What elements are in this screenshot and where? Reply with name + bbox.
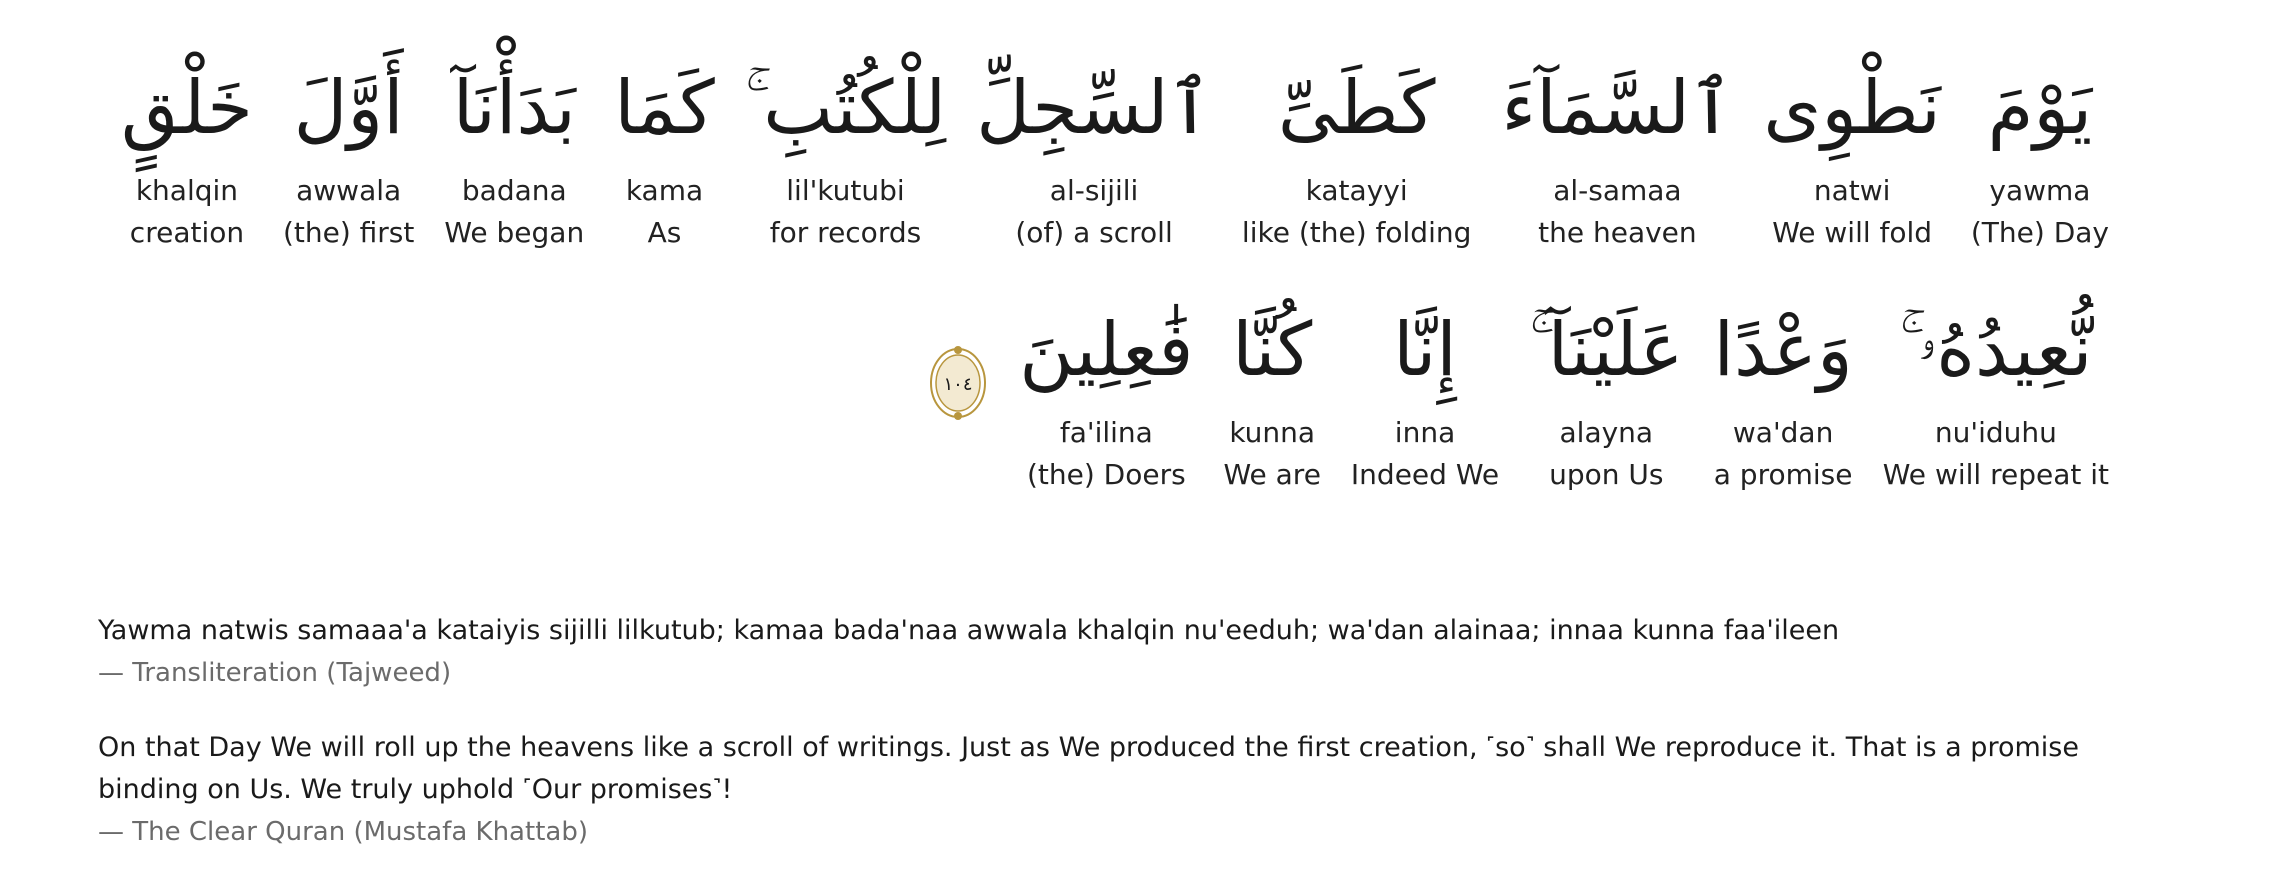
word-transliteration: alayna xyxy=(1559,416,1654,449)
word-transliteration: inna xyxy=(1394,416,1456,449)
arabic-word: عَلَيْنَآ ۚ xyxy=(1529,307,1684,393)
word-kunna[interactable] xyxy=(1211,306,1332,496)
word-transliteration: al-sijili xyxy=(1049,174,1139,207)
arabic-word: بَدَأْنَآ xyxy=(452,65,576,151)
arabic-word: فَٰعِلِينَ xyxy=(1019,307,1194,393)
word-meaning: for records xyxy=(769,216,922,249)
word-row-1 xyxy=(109,64,2121,254)
word-meaning: like (the) folding xyxy=(1241,216,1472,249)
word-transliteration: kama xyxy=(625,174,704,207)
word-katayyi[interactable] xyxy=(1230,64,1483,254)
arabic-word: إِنَّا xyxy=(1393,307,1457,393)
word-transliteration: badana xyxy=(461,174,567,207)
arabic-word: كُنَّا xyxy=(1232,307,1313,393)
word-transliteration: fa'ilina xyxy=(1059,416,1153,449)
translation-block xyxy=(98,727,2098,853)
word-transliteration: nu'iduhu xyxy=(1934,416,2057,449)
word-transliteration: kunna xyxy=(1229,416,1316,449)
word-meaning: creation xyxy=(129,216,245,249)
transliteration-source: — Transliteration (Tajweed) xyxy=(98,658,452,688)
transliteration-block xyxy=(98,610,2098,694)
arabic-word: نُّعِيدُهُۥ ۚ xyxy=(1899,307,2093,393)
word-transliteration: wa'dan xyxy=(1732,416,1834,449)
word-transliteration: katayyi xyxy=(1305,174,1408,207)
word-failina[interactable] xyxy=(1007,306,1205,496)
word-meaning: the heaven xyxy=(1538,216,1697,249)
verse-number-marker xyxy=(915,306,1001,420)
word-meaning: (the) Doers xyxy=(1026,458,1186,491)
arabic-word: لِلْكُتُبِ ۚ xyxy=(744,65,947,151)
verse-number-text: ١٠٤ xyxy=(943,374,973,395)
word-meaning: (the) first xyxy=(282,216,415,249)
arabic-word: أَوَّلَ xyxy=(293,65,404,151)
word-meaning: Indeed We xyxy=(1350,458,1500,491)
arabic-word: ٱلسَّمَآءَ xyxy=(1501,65,1734,151)
word-alayna[interactable] xyxy=(1517,306,1695,496)
word-transliteration: khalqin xyxy=(135,174,239,207)
translation-text: On that Day We will roll up the heavens like a scroll of writings. Just as We produced the first creation, ˹so˺ shall We reproduce it. That is a promise binding on Us. We truly uphold ˹Our promises˺! xyxy=(98,732,2079,805)
word-awwala[interactable] xyxy=(271,64,426,254)
translation-source: — The Clear Quran (Mustafa Khattab) xyxy=(98,817,588,847)
arabic-word: كَمَا xyxy=(614,65,715,151)
word-meaning: We will repeat it xyxy=(1882,458,2109,491)
word-transliteration: awwala xyxy=(296,174,402,207)
word-khalqin[interactable] xyxy=(109,64,265,254)
arabic-word: خَلْقٍ xyxy=(120,65,253,151)
word-meaning: (The) Day xyxy=(1970,216,2109,249)
arabic-word: وَعْدًا xyxy=(1713,307,1853,393)
arabic-word: كَطَىِّ xyxy=(1277,65,1436,151)
verse-end-ornament-icon xyxy=(929,346,987,420)
word-transliteration: lil'kutubi xyxy=(786,174,905,207)
word-yawma[interactable] xyxy=(1959,64,2121,254)
word-transliteration: al-samaa xyxy=(1553,174,1682,207)
word-meaning: a promise xyxy=(1713,458,1853,491)
arabic-word: ٱلسِّجِلِّ xyxy=(976,65,1212,151)
word-natwi[interactable] xyxy=(1751,64,1952,254)
word-inna[interactable] xyxy=(1339,306,1511,496)
transliteration-text: Yawma natwis samaaa'a kataiyis sijilli lilkutub; kamaa bada'naa awwala khalqin nu'eeduh; wa'dan alainaa; innaa kunna faa'ileen xyxy=(98,615,1840,646)
word-transliteration: natwi xyxy=(1813,174,1891,207)
arabic-word: نَطْوِى xyxy=(1763,65,1941,151)
word-meaning: As xyxy=(647,216,682,249)
word-meaning: We will fold xyxy=(1772,216,1933,249)
word-al-samaa[interactable] xyxy=(1489,64,1745,254)
word-meaning: We began xyxy=(444,216,585,249)
arabic-word: يَوْمَ xyxy=(1987,65,2093,151)
word-transliteration: yawma xyxy=(1989,174,2091,207)
word-badana[interactable] xyxy=(432,64,596,254)
word-nuiduhu[interactable] xyxy=(1871,306,2121,496)
word-lilkutubi[interactable] xyxy=(733,64,958,254)
word-meaning: (of) a scroll xyxy=(1015,216,1173,249)
word-al-sijili[interactable] xyxy=(964,64,1224,254)
word-row-2 xyxy=(915,306,2121,496)
word-meaning: upon Us xyxy=(1549,458,1664,491)
word-meaning: We are xyxy=(1223,458,1321,491)
word-kama[interactable] xyxy=(602,64,727,254)
word-wadan[interactable] xyxy=(1701,306,1864,496)
